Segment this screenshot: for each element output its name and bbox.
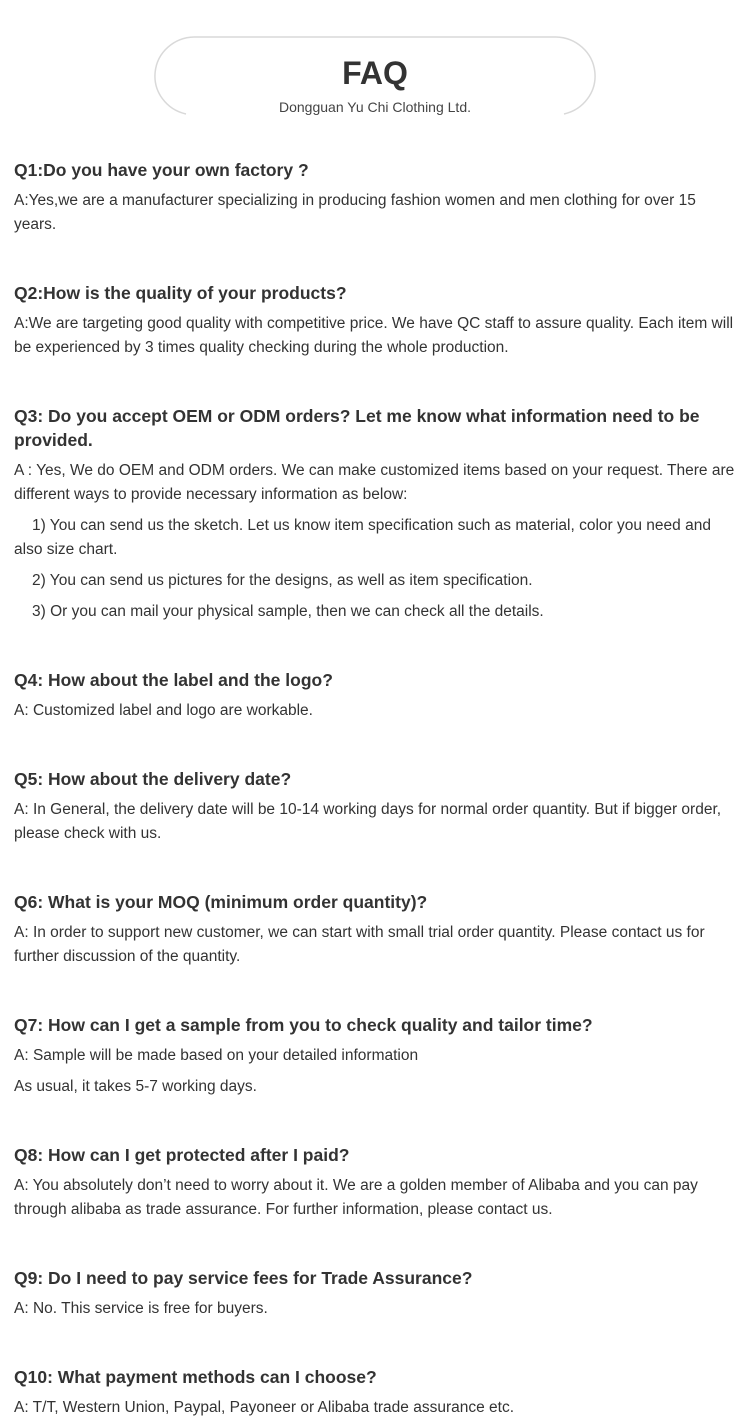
faq-question: Q6: What is your MOQ (minimum order quantity)? [14, 892, 428, 912]
faq-answer: A: In General, the delivery date will be 10-14 working days for normal order quantity. But if bigger order, please check with us. [14, 801, 722, 842]
faq-answer: As usual, it takes 5-7 working days. [14, 1078, 257, 1095]
faq-answer: A : Yes, We do OEM and ODM orders. We can make customized items based on your request. There are different ways to provide necessary information as below: [14, 462, 735, 503]
faq-answer: A: Sample will be made based on your detailed information [14, 1047, 419, 1064]
faq-question: Q2:How is the quality of your products? [14, 283, 347, 303]
faq-header [154, 36, 596, 116]
faq-question: Q3: Do you accept OEM or ODM orders? Let me know what information need to be provided. [14, 406, 700, 450]
faq-question: Q7: How can I get a sample from you to check quality and tailor time? [14, 1015, 593, 1035]
faq-answer: A:We are targeting good quality with competitive price. We have QC staff to assure quality. Each item will be experienced by 3 times quality checking during the whole production. [14, 315, 734, 356]
faq-question: Q1:Do you have your own factory ? [14, 160, 309, 180]
faq-answer: A: T/T, Western Union, Paypal, Payoneer or Alibaba trade assurance etc. [14, 1399, 515, 1416]
faq-question: Q9: Do I need to pay service fees for Trade Assurance? [14, 1268, 473, 1288]
faq-answer: A: You absolutely don’t need to worry about it. We are a golden member of Alibaba and you can pay through alibaba as trade assurance. For further information, please contact us. [14, 1177, 698, 1218]
faq-item-5 [14, 767, 738, 846]
faq-question: Q5: How about the delivery date? [14, 769, 292, 789]
faq-answer: A:Yes,we are a manufacturer specializing in producing fashion women and men clothing for over 15 years. [14, 192, 696, 233]
faq-answer-step: 3) Or you can mail your physical sample, then we can check all the details. [32, 603, 544, 620]
faq-list [14, 158, 738, 1427]
faq-item-2 [14, 281, 738, 360]
faq-item-10 [14, 1365, 738, 1420]
faq-answer: A: No. This service is free for buyers. [14, 1300, 268, 1317]
faq-item-3 [14, 404, 738, 624]
company-name: Dongguan Yu Chi Clothing Ltd. [279, 99, 471, 115]
faq-question: Q4: How about the label and the logo? [14, 670, 333, 690]
faq-item-7 [14, 1013, 738, 1099]
faq-item-9 [14, 1266, 738, 1321]
faq-item-4 [14, 668, 738, 723]
faq-answer-step: 2) You can send us pictures for the designs, as well as item specification. [32, 572, 533, 589]
faq-item-6 [14, 890, 738, 969]
faq-answer: A: In order to support new customer, we can start with small trial order quantity. Please contact us for further discussion of the quantity. [14, 924, 705, 965]
faq-answer-step: 1) You can send us the sketch. Let us know item specification such as material, color you need and also size chart. [14, 517, 711, 558]
faq-answer: A: Customized label and logo are workable. [14, 702, 313, 719]
faq-question: Q8: How can I get protected after I paid? [14, 1145, 350, 1165]
faq-item-1 [14, 158, 738, 237]
faq-item-8 [14, 1143, 738, 1222]
page-title: FAQ [342, 55, 408, 91]
faq-question: Q10: What payment methods can I choose? [14, 1367, 377, 1387]
